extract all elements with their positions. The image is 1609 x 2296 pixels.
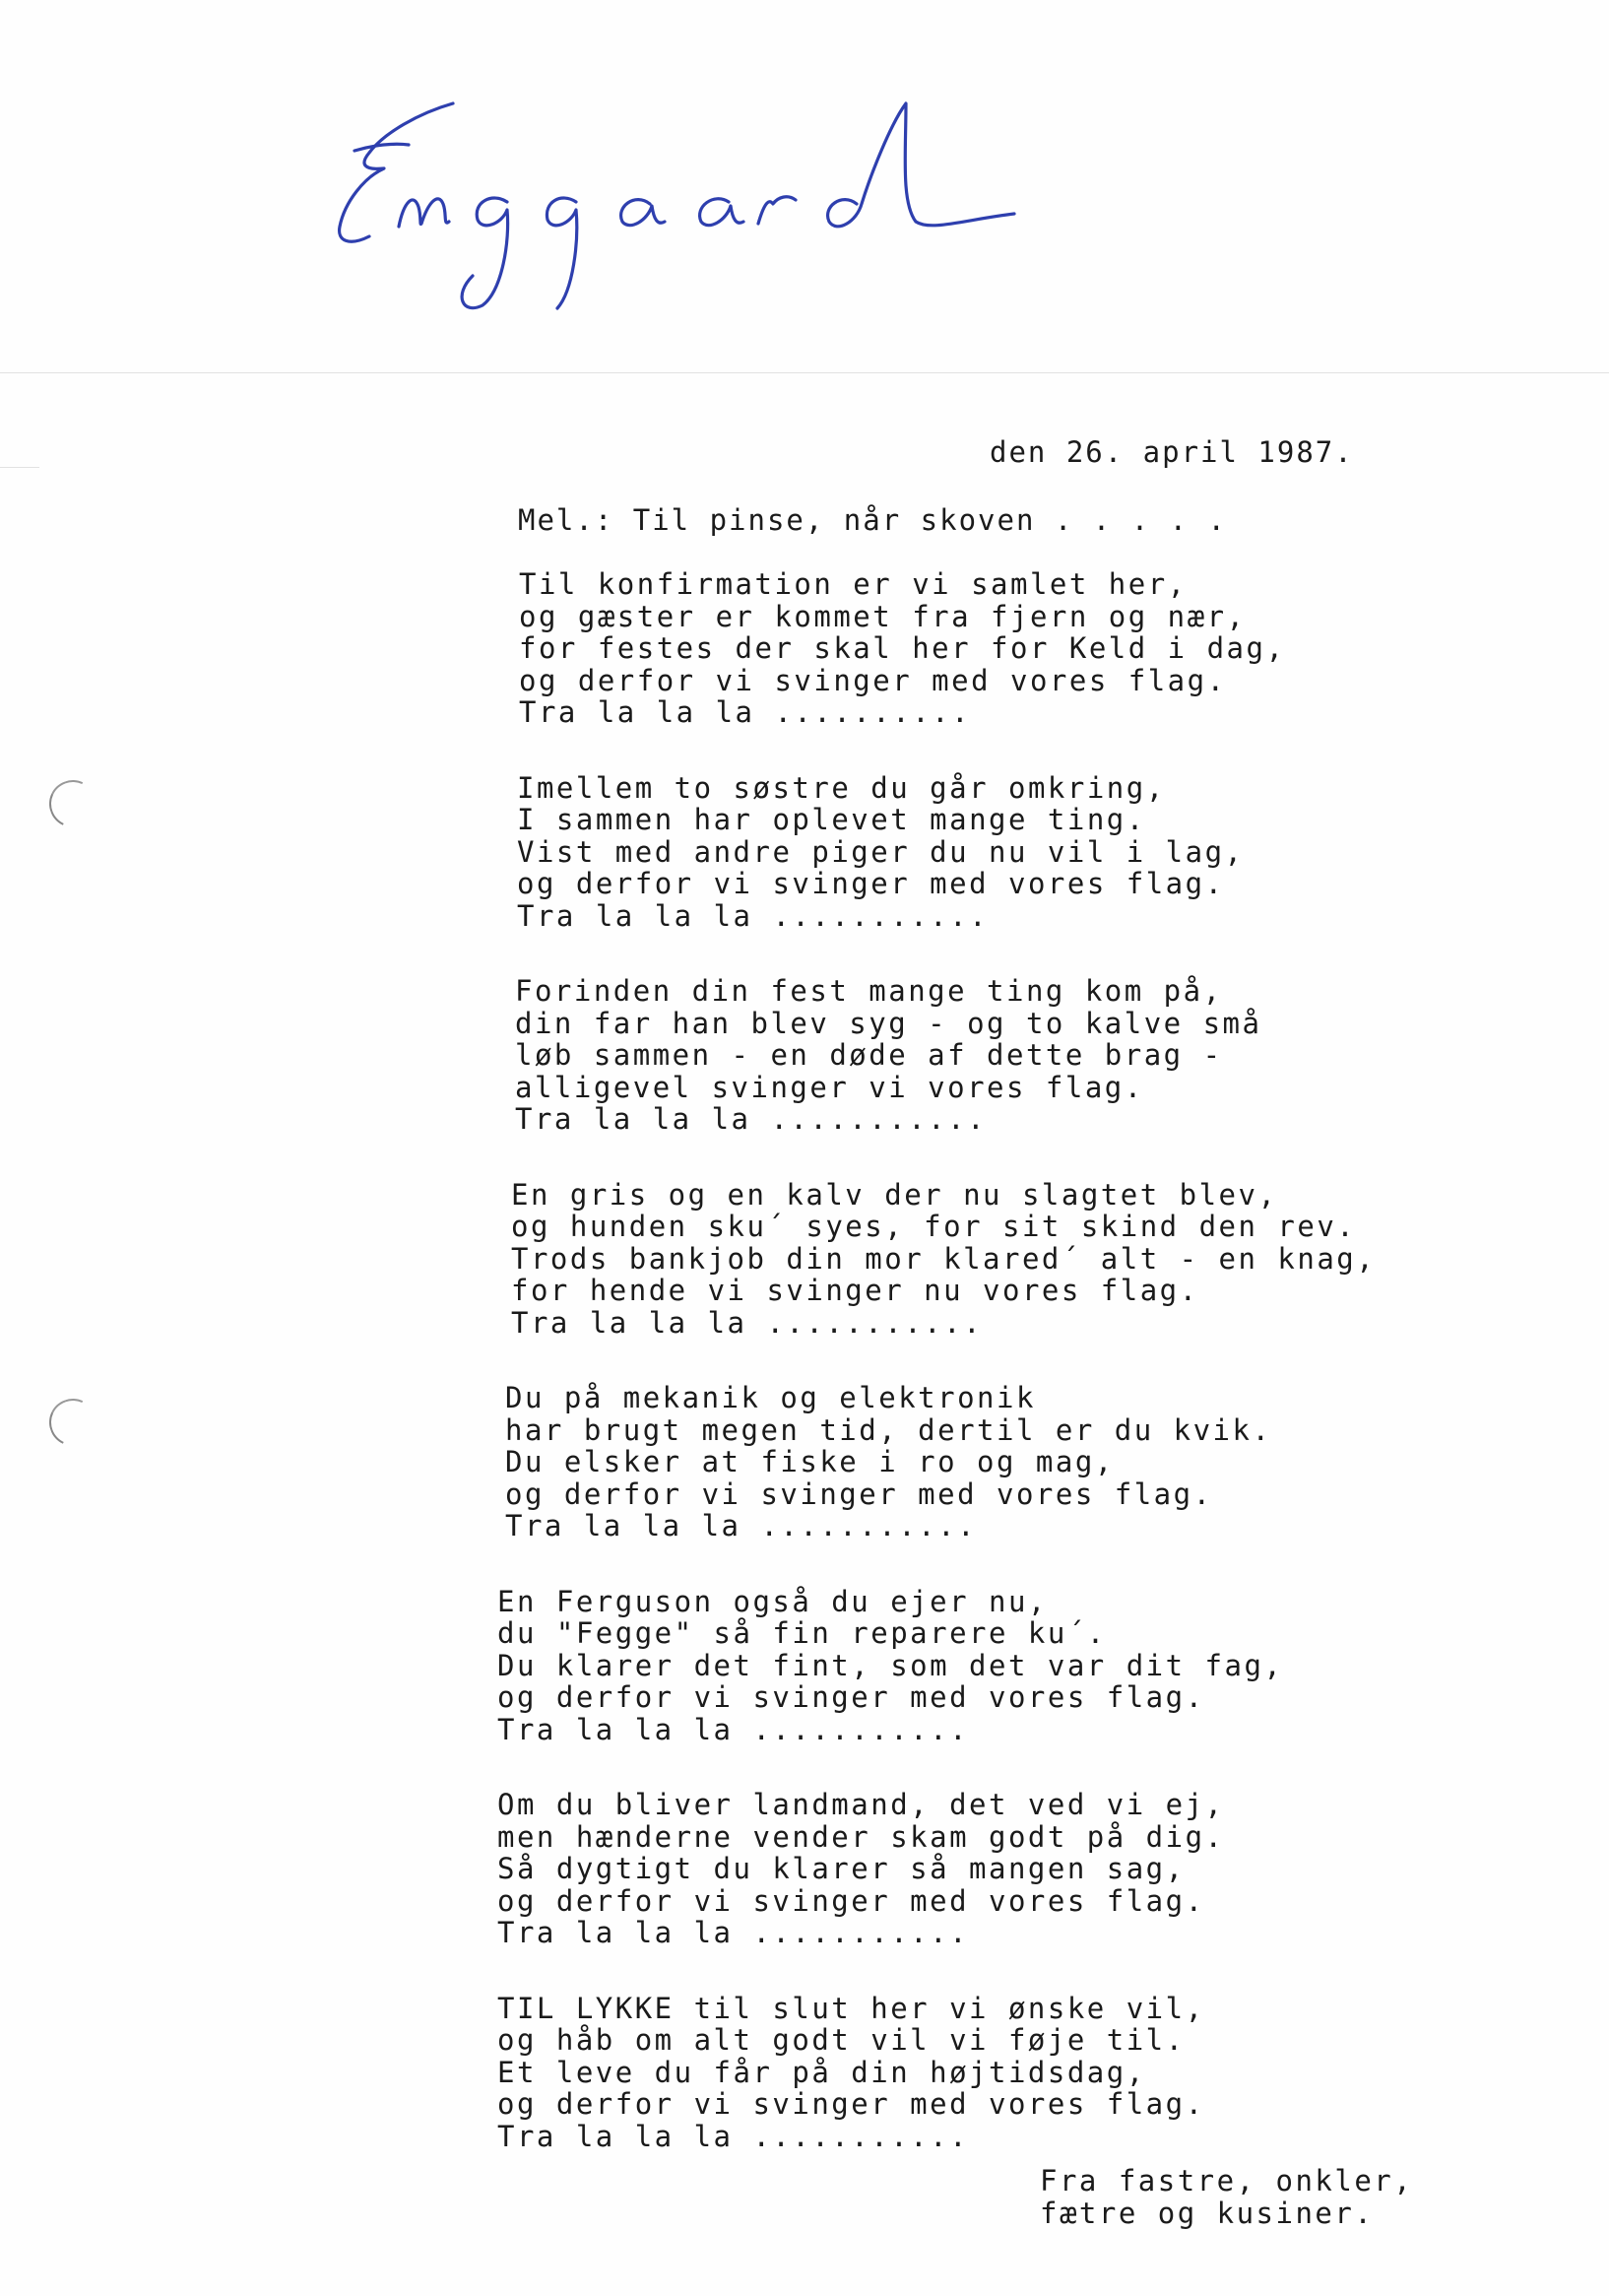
verse-line: Forinden din fest mange ting kom på, xyxy=(515,974,1223,1008)
verse-line: Så dygtigt du klarer så mangen sag, xyxy=(497,1852,1186,1885)
verse-line: En Ferguson også du ejer nu, xyxy=(497,1584,1048,1618)
verse xyxy=(497,1993,1482,2153)
song-verses xyxy=(497,568,1482,2196)
signature-line: Fra fastre, onkler, xyxy=(1040,2164,1414,2198)
handwritten-name-signature xyxy=(325,94,1093,330)
verse-line: Du klarer det fint, som det var dit fag, xyxy=(497,1648,1284,1682)
fold-mark xyxy=(0,467,39,468)
verse-line: Vist med andre piger du nu vil i lag, xyxy=(517,834,1245,869)
verse-line: du "Fegge" så fin reparere ku´. xyxy=(497,1616,1107,1650)
letter-date: den 26. april 1987. xyxy=(990,435,1354,469)
verse xyxy=(511,1179,1482,1340)
verse-line: Trods bankjob din mor klared´ alt - en knag, xyxy=(511,1241,1377,1276)
fold-mark xyxy=(0,372,1609,373)
melody-reference: Mel.: Til pinse, når skoven . . . . . xyxy=(518,503,1228,537)
verse-line: Et leve du får på din højtidsdag, xyxy=(497,2055,1146,2089)
verse-line: og derfor vi svinger med vores flag. xyxy=(517,867,1225,900)
verse-line: Tra la la la ........... xyxy=(515,1102,988,1136)
verse-line: Tra la la la ........... xyxy=(505,1509,978,1542)
verse-line: Du elsker at fiske i ro og mag, xyxy=(505,1445,1115,1478)
verse-line: og derfor vi svinger med vores flag. xyxy=(519,663,1227,697)
verse-line: for festes der skal her for Keld i dag, xyxy=(519,631,1286,665)
verse-line: din far han blev syg - og to kalve små xyxy=(515,1006,1262,1040)
verse xyxy=(519,568,1482,729)
verse-line: En gris og en kalv der nu slagtet blev, xyxy=(511,1177,1278,1212)
verse xyxy=(497,1586,1482,1746)
signature-line: fætre og kusiner. xyxy=(1040,2197,1375,2230)
closing-signature xyxy=(1040,2165,1413,2230)
verse-line: Tra la la la ........... xyxy=(517,898,990,933)
verse xyxy=(497,1789,1482,1949)
verse-line: alligevel svinger vi vores flag. xyxy=(515,1070,1144,1104)
verse xyxy=(505,1382,1482,1542)
verse-line: løb sammen - en døde af dette brag - xyxy=(515,1038,1223,1072)
verse xyxy=(517,772,1482,933)
punch-hole-icon xyxy=(42,773,103,834)
verse-line: og derfor vi svinger med vores flag. xyxy=(497,1883,1205,1918)
verse-line: Tra la la la ........... xyxy=(511,1305,984,1340)
verse-line: og gæster er kommet fra fjern og nær, xyxy=(519,599,1247,633)
handwriting-image xyxy=(325,94,1093,330)
verse-line: Til konfirmation er vi samlet her, xyxy=(519,567,1188,601)
verse xyxy=(515,975,1482,1136)
verse-line: I sammen har oplevet mange ting. xyxy=(517,803,1146,836)
verse-line: og hunden sku´ syes, for sit skind den rev. xyxy=(511,1210,1357,1243)
verse-line: og derfor vi svinger med vores flag. xyxy=(497,2087,1205,2121)
verse-line: har brugt megen tid, dertil er du kvik. xyxy=(505,1412,1272,1447)
verse-line: og derfor vi svinger med vores flag. xyxy=(497,1680,1205,1714)
verse-line: for hende vi svinger nu vores flag. xyxy=(511,1274,1199,1307)
verse-line: Tra la la la ........... xyxy=(497,1712,970,1746)
punch-hole-icon xyxy=(42,1392,103,1453)
verse-line: Du på mekanik og elektronik xyxy=(505,1381,1036,1414)
verse-line: og håb om alt godt vil vi føje til. xyxy=(497,2023,1186,2057)
verse-line: Tra la la la ........... xyxy=(497,1916,970,1949)
verse-line: TIL LYKKE til slut her vi ønske vil, xyxy=(497,1991,1205,2025)
verse-line: Om du bliver landmand, det ved vi ej, xyxy=(497,1788,1225,1821)
verse-line: Tra la la la ........... xyxy=(497,2119,970,2153)
verse-line: og derfor vi svinger med vores flag. xyxy=(505,1476,1213,1511)
verse-line: men hænderne vender skam godt på dig. xyxy=(497,1819,1225,1854)
verse-line: Imellem to søstre du går omkring, xyxy=(517,770,1166,805)
verse-line: Tra la la la .......... xyxy=(519,695,972,729)
